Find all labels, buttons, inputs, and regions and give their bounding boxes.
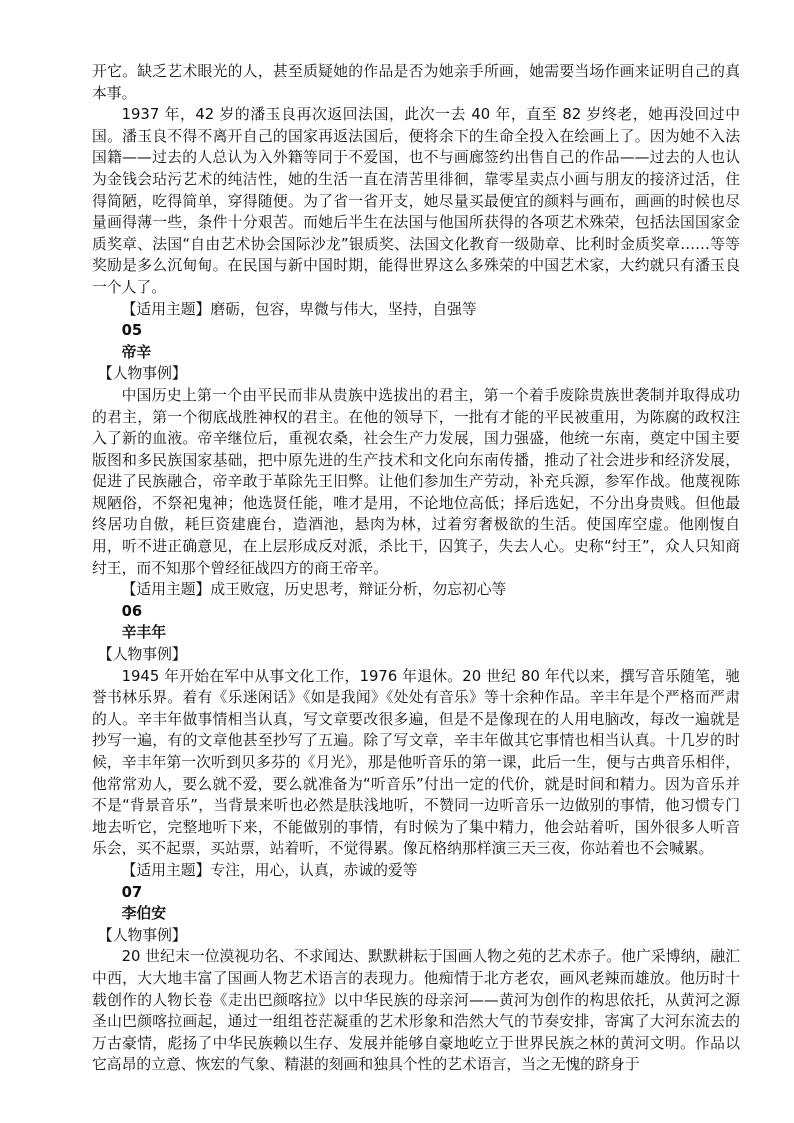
document-page [92, 61, 740, 1076]
paragraph-dixin: 中国历史上第一个由平民而非从贵族中选拔出的君主，第一个着手废除贵族世袭制并取得成功的君主，第一个彻底战胜神权的君主。在他的领导下，一批有才能的平民被重用，为陈腐的政权注入了新的血液。帝辛继位后，重视农桑，社会生产力发展，国力强盛，他统一东南，奠定中国主要版图和多民族国家基础，把中原先进的生产技术和文化向东南传播，推动了社会进步和经济发展，促进了民族融合，帝辛敢于革除先王旧弊。让他们参加生产劳动，补充兵源，参军作战。他蔑视陈规陋俗，不祭祀鬼神；他选贤任能，唯才是用，不论地位高低；择后选妃，不分出身贵贱。但他最终居功自傲，耗巨资建鹿台，造酒池，悬肉为林，过着穷奢极欲的生活。使国库空虚。他刚愎自用，听不进正确意见，在上层形成反对派，杀比干，囚箕子，失去人心。史称“纣王”，众人只知商纣王，而不知那个曾经征战四方的商王帝辛。 [92, 386, 740, 577]
theme-pan-yuliang: 【适用主题】磨砺，包容，卑微与伟大，坚持，自强等 [121, 300, 477, 318]
paragraph-intro-tail: 开它。缺乏艺术眼光的人，甚至质疑她的作品是否为她亲手所画，她需要当场作画来证明自己的真本事。 [92, 63, 740, 102]
section-title-xinfengnian: 辛丰年 [121, 624, 166, 642]
section-number-06: 06 [121, 602, 143, 620]
section-number-05: 05 [121, 322, 143, 340]
paragraph-liboan: 20 世纪末一位漠视功名、不求闻达、默默耕耘于国画人物之苑的艺术赤子。他广采博纳，融汇中西，大大地丰富了国画人物艺术语言的表现力。他痴情于北方老农，画风老辣而雄放。他历时十载创作的人物长卷《走出巴颜喀拉》以中华民族的母亲河——黄河为创作的构思依托，从黄河之源圣山巴颜喀拉画起，通过一组组苍茫凝重的艺术形象和浩然大气的节奏安排，寄寓了大河东流去的万古豪情，彪扬了中华民族赖以生存、发展并能够自豪地屹立于世界民族之林的黄河文明。作品以它高昂的立意、恢宏的气象、精湛的刻画和独具个性的艺术语言，当之无愧的跻身于 [92, 948, 740, 1074]
example-label-liboan: 【人物事例】 [97, 926, 187, 944]
section-title-dixin: 帝辛 [121, 343, 152, 361]
paragraph-pan-yuliang: 1937 年，42 岁的潘玉良再次返回法国，此次一去 40 年，直至 82 岁终老，她再没回过中国。潘玉良不得不离开自己的国家再返法国后，便将余下的生命全投入在绘画上了。因为她不入法国籍——过去的人总认为入外籍等同于不爱国，也不与画廊签约出售自己的作品——过去的人也认为金钱会玷污艺术的纯洁性，她的生活一直在清苦里徘徊，靠零星卖点小画与朋友的接济过活，住得简陋，吃得简单，穿得随便。为了省一省开支，她尽量买最便宜的颜料与画布，画画的时候也尽量画得薄一些，条件十分艰苦。而她后半生在法国与他国所获得的各项艺术殊荣，包括法国国家金质奖章、法国“自由艺术协会国际沙龙”银质奖、法国文化教育一级勋章、比利时金质奖章……等等奖励是多么沉甸甸。在民国与新中国时期，能得世界这么多殊荣的中国艺术家，大约就只有潘玉良一个人了。 [92, 106, 740, 296]
example-label-xinfengnian: 【人物事例】 [97, 646, 187, 664]
section-number-07: 07 [121, 883, 143, 901]
section-title-liboan: 李伯安 [121, 905, 166, 923]
theme-dixin: 【适用主题】成王败寇，历史思考，辩证分析，勿忘初心等 [121, 581, 507, 599]
paragraph-xinfengnian: 1945 年开始在军中从事文化工作，1976 年退休。20 世纪 80 年代以来，撰写音乐随笔，驰誉书林乐界。着有《乐迷闲话》《如是我闻》《处处有音乐》等十余种作品。辛丰年是个严格而严肃的人。辛丰年做事情相当认真，写文章要改很多遍，但是不是像现在的人用电脑改，每改一遍就是抄写一遍，有的文章他甚至抄写了五遍。除了写文章，辛丰年做其它事情也相当认真。十几岁的时候，辛丰年第一次听到贝多芬的《月光》，那是他听音乐的第一课，此后一生，便与古典音乐相伴，他常常劝人，要么就不爱，要么就准备为“听音乐”付出一定的代价，就是时间和精力。因为音乐并不是“背景音乐”，当背景来听也必然是肤浅地听，不赞同一边听音乐一边做别的事情，他习惯专门地去听它，完整地听下来，不能做别的事情，有时候为了集中精力，他会站着听，国外很多人听音乐会，买不起票，买站票，站着听，不觉得累。像瓦格纳那样演三天三夜，你站着也不会喊累。 [92, 667, 740, 858]
theme-xinfengnian: 【适用主题】专注，用心，认真，赤诚的爱等 [121, 861, 418, 879]
example-label-dixin: 【人物事例】 [97, 365, 187, 383]
